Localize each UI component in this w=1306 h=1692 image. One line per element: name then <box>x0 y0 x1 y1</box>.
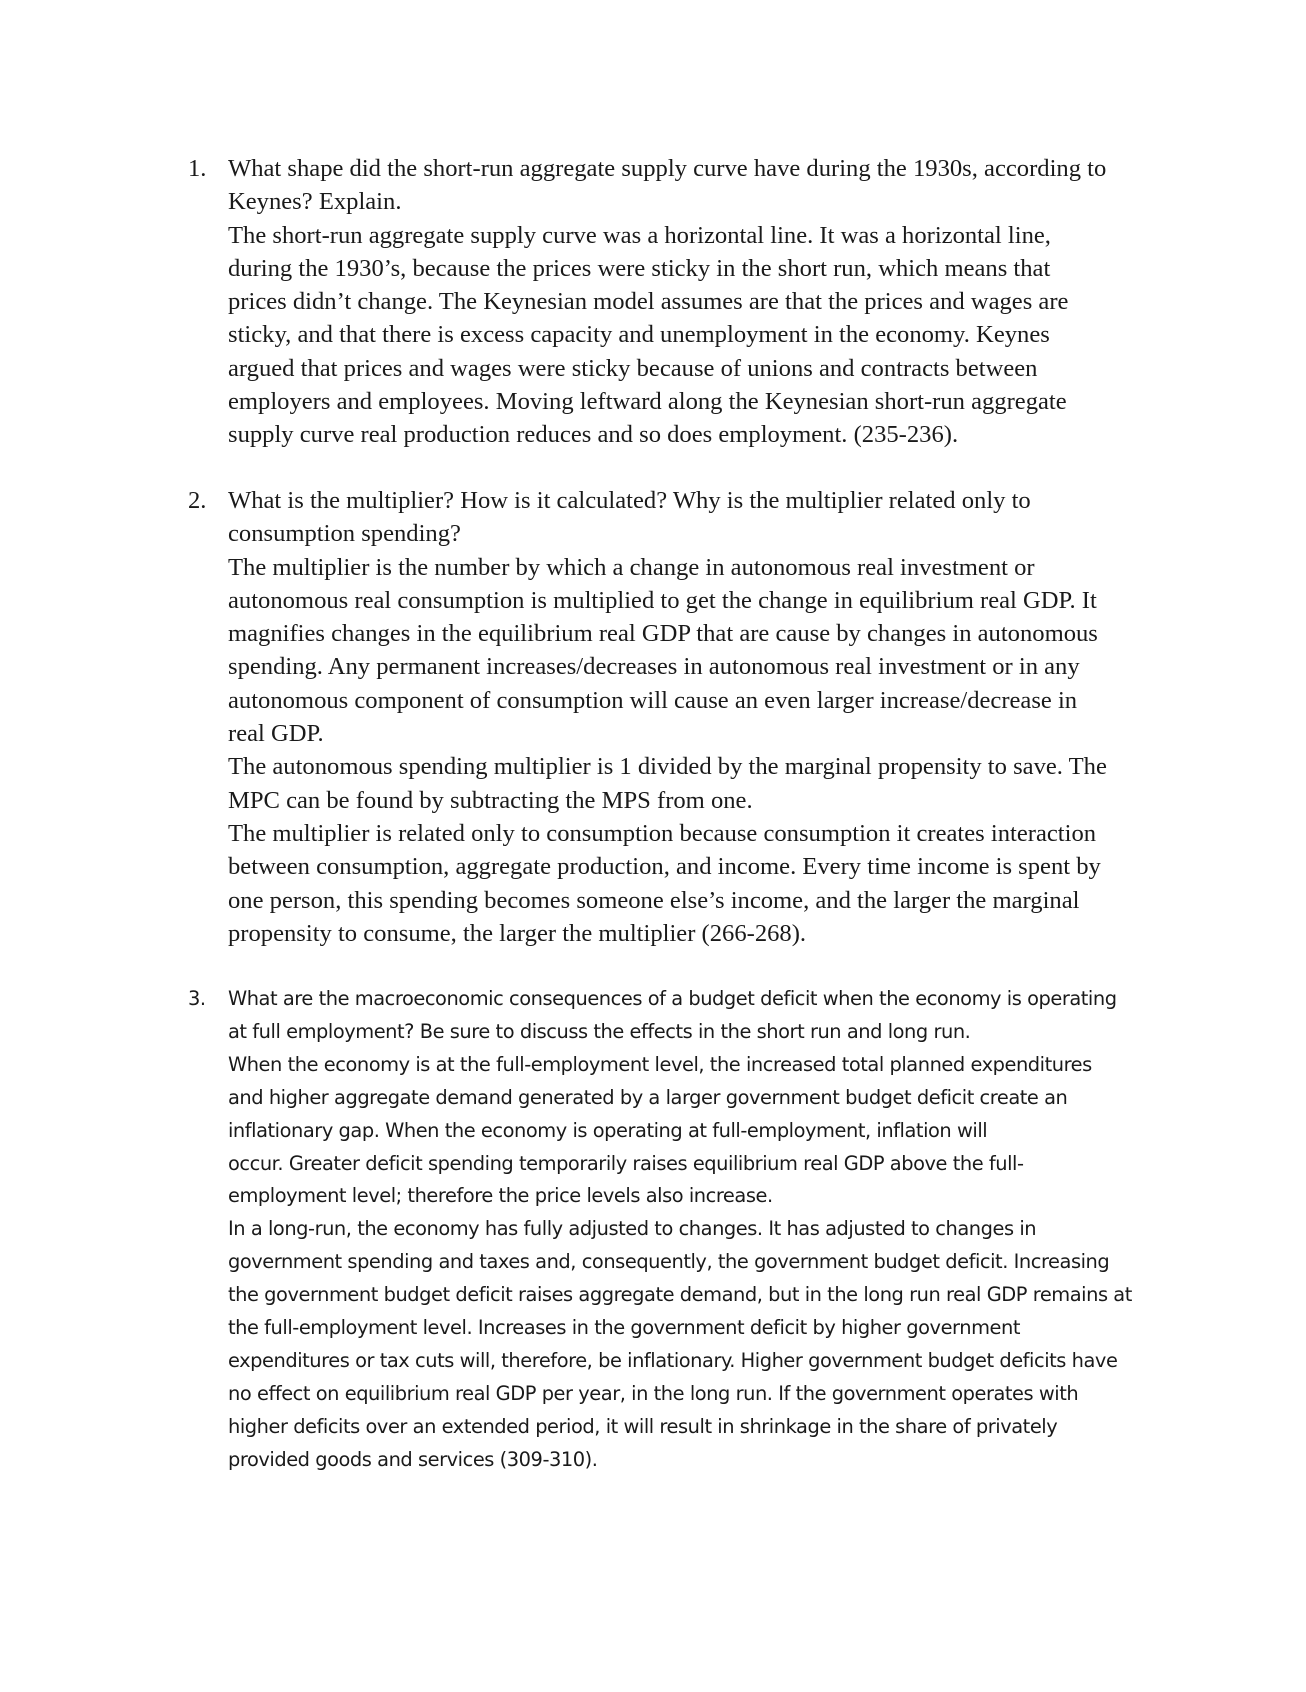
answer-line: The short-run aggregate supply curve was a horizontal line. It was a horizontal line, <box>228 221 1051 249</box>
answer-line: sticky, and that there is excess capacity and unemployment in the economy. Keynes <box>228 321 1050 349</box>
answer-line: between consumption, aggregate production, and income. Every time income is spent by <box>228 853 1101 881</box>
answer-line: the full-employment level. Increases in the government deficit by higher government <box>228 1316 1020 1340</box>
question-line: What shape did the short-run aggregate supply curve have during the 1930s, according to <box>228 155 1107 182</box>
answer-line: propensity to consume, the larger the multiplier (266-268). <box>228 919 807 947</box>
question-2 <box>188 484 1148 950</box>
answer-line: the government budget deficit raises aggregate demand, but in the long run real GDP remains at <box>228 1283 1132 1307</box>
answer-line: In a long-run, the economy has fully adjusted to changes. It has adjusted to changes in <box>228 1217 1037 1241</box>
question-3-text <box>228 983 1148 1477</box>
answer-line: no effect on equilibrium real GDP per year, in the long run. If the government operates with <box>228 1381 1079 1405</box>
list-number: 1. <box>188 155 207 182</box>
answer-line: occur. Greater deficit spending temporarily raises equilibrium real GDP above the full- <box>228 1151 1024 1175</box>
answer-line: MPC can be found by subtracting the MPS from one. <box>228 786 753 814</box>
answer-line: employment level; therefore the price levels also increase. <box>228 1184 773 1208</box>
answer-line: during the 1930’s, because the prices were sticky in the short run, which means that <box>228 254 1051 282</box>
answer-line: provided goods and services (309-310). <box>228 1447 598 1471</box>
answer-line: magnifies changes in the equilibrium real GDP that are cause by changes in autonomous <box>228 620 1098 648</box>
answer-line: higher deficits over an extended period, it will result in shrinkage in the share of privately <box>228 1414 1058 1438</box>
answer-line: expenditures or tax cuts will, therefore, be inflationary. Higher government budget deficits have <box>228 1348 1118 1372</box>
question-2-text <box>228 484 1148 950</box>
question-line: What is the multiplier? How is it calculated? Why is the multiplier related only to <box>228 487 1031 514</box>
answer-line: one person, this spending becomes someone else’s income, and the larger the marginal <box>228 886 1080 914</box>
question-line: Keynes? Explain. <box>228 188 402 216</box>
answer-line: and higher aggregate demand generated by a larger government budget deficit create an <box>228 1085 1068 1109</box>
question-3 <box>188 983 1148 1477</box>
answer-line: The autonomous spending multiplier is 1 divided by the marginal propensity to save. The <box>228 753 1107 781</box>
question-line: What are the macroeconomic consequences of a budget deficit when the economy is operating <box>228 987 1117 1010</box>
answer-line: real GDP. <box>228 720 324 748</box>
answer-line: prices didn’t change. The Keynesian model assumes are that the prices and wages are <box>228 288 1069 316</box>
answer-line: government spending and taxes and, consequently, the government budget deficit. Increasing <box>228 1250 1110 1274</box>
answer-line: autonomous real consumption is multiplied to get the change in equilibrium real GDP. It <box>228 586 1097 614</box>
answer-line: When the economy is at the full-employment level, the increased total planned expenditures <box>228 1052 1092 1076</box>
question-line: consumption spending? <box>228 520 461 548</box>
answer-line: autonomous component of consumption will cause an even larger increase/decrease in <box>228 686 1078 714</box>
question-1 <box>188 152 1148 452</box>
answer-line: The multiplier is the number by which a change in autonomous real investment or <box>228 553 1035 581</box>
list-number: 2. <box>188 487 207 514</box>
answer-line: inflationary gap. When the economy is operating at full-employment, inflation will <box>228 1118 988 1142</box>
answer-line: employers and employees. Moving leftward along the Keynesian short-run aggregate <box>228 388 1067 416</box>
answer-line: argued that prices and wages were sticky because of unions and contracts between <box>228 354 1038 382</box>
answer-line: supply curve real production reduces and so does employment. (235-236). <box>228 421 959 449</box>
answer-line: The multiplier is related only to consumption because consumption it creates interaction <box>228 819 1097 847</box>
question-line: at full employment? Be sure to discuss the effects in the short run and long run. <box>228 1019 971 1043</box>
list-number: 3. <box>188 987 206 1010</box>
answer-line: spending. Any permanent increases/decreases in autonomous real investment or in any <box>228 653 1080 681</box>
question-1-text <box>228 152 1148 452</box>
